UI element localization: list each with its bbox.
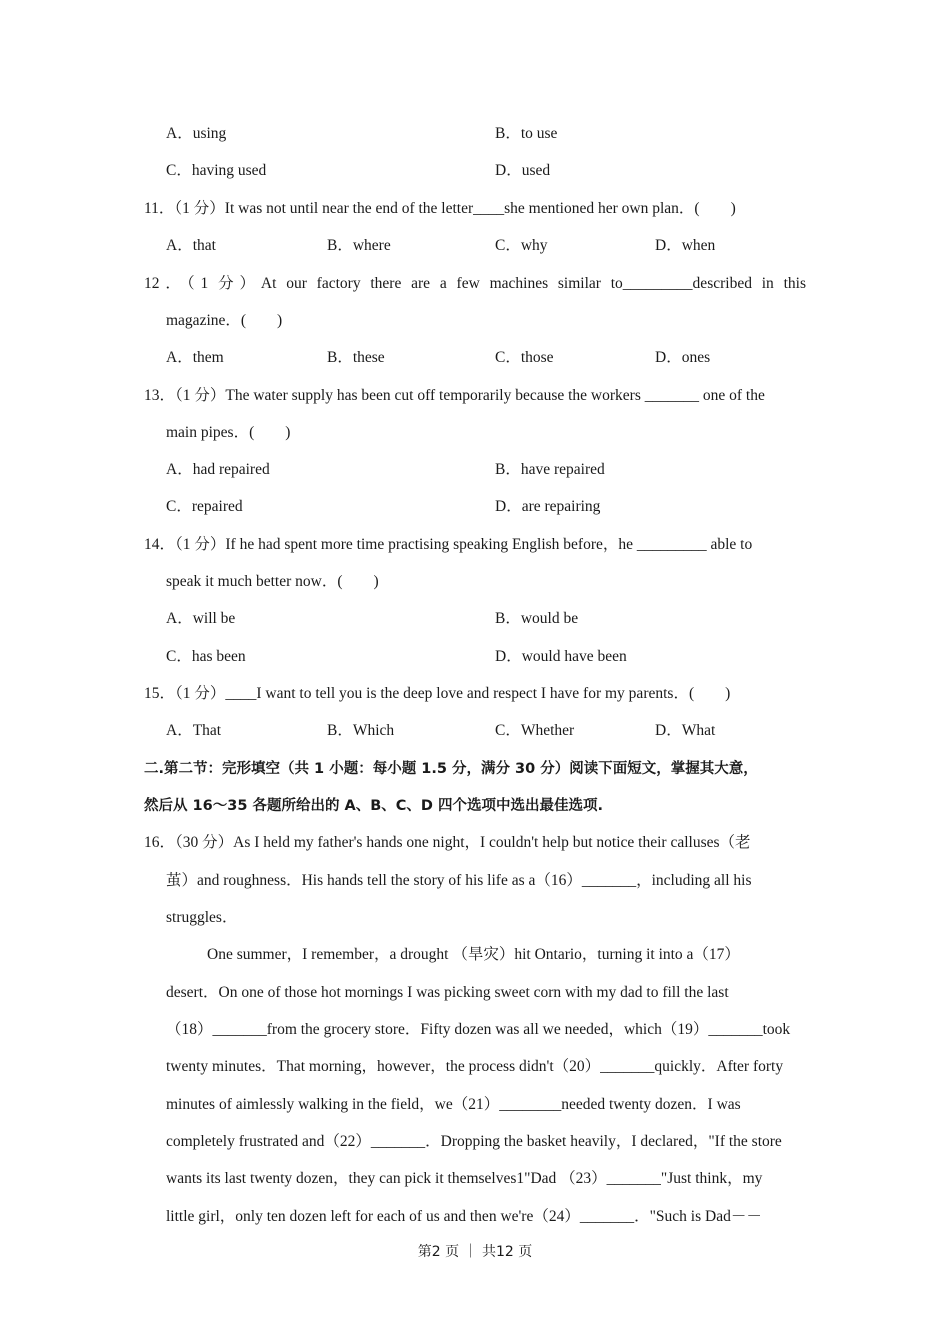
option-a: A．had repaired [166, 461, 270, 478]
question-14-stem: 14．（1 分）If he had spent more time practising speaking English before，he _________ able to [144, 536, 753, 553]
option-d: D．used [495, 162, 551, 179]
option-b: B．have repaired [495, 461, 605, 478]
option-b: B．to use [495, 125, 558, 142]
passage-line: little girl，only ten dozen left for each of us and then we're（24）_______．"Such is Dad－－ [166, 1208, 762, 1225]
question-15-stem: 15．（1 分）____I want to tell you is the deep love and respect I have for my parents．( ) [144, 685, 731, 702]
option-b: B．would be [495, 610, 579, 627]
option-d: D．ones [655, 349, 711, 366]
passage-line: minutes of aimlessly walking in the field，we（21）________needed twenty dozen．I was [166, 1096, 741, 1113]
question-14-stem-cont: speak it much better now．( ) [166, 573, 379, 590]
passage-line: struggles． [166, 909, 238, 926]
passage-line: twenty minutes．That morning，however，the process didn't（20）_______quickly．After forty [166, 1058, 784, 1075]
option-a: A．That [166, 722, 222, 739]
option-d: D．are repairing [495, 498, 601, 515]
option-a: A．that [166, 237, 216, 254]
passage-line: （18）_______from the grocery store．Fifty dozen was all we needed，which（19）_______took [166, 1021, 791, 1038]
question-13-stem-cont: main pipes．( ) [166, 424, 291, 441]
passage-line: 茧）and roughness．His hands tell the story of his life as a（16）_______，including all his [166, 872, 752, 889]
question-11-stem: 11．（1 分）It was not until near the end of the letter____she mentioned her own plan．( ) [144, 200, 736, 217]
option-c: C．Whether [495, 722, 575, 739]
passage-line: wants its last twenty dozen，they can pick it themselves1"Dad （23）_______"Just think，my [166, 1170, 763, 1187]
option-c: C．why [495, 237, 548, 254]
passage-line: desert．On one of those hot mornings I was picking sweet corn with my dad to fill the last [166, 984, 729, 1001]
option-c: C．those [495, 349, 554, 366]
question-13-stem: 13．（1 分）The water supply has been cut off temporarily because the workers _______ one of the [144, 387, 765, 404]
option-a: A．them [166, 349, 224, 366]
passage-line: One summer，I remember，a drought （旱灾）hit Ontario，turning it into a（17） [207, 946, 740, 963]
option-a: A．will be [166, 610, 236, 627]
option-a: A．using [166, 125, 227, 142]
option-d: D．What [655, 722, 716, 739]
option-c: C．repaired [166, 498, 243, 515]
section-heading-cont: 然后从 16～35 各题所给出的 A、B、C、D 四个选项中选出最佳选项. [144, 798, 604, 814]
page-footer: 第2 页 ｜ 共12 页 [417, 1244, 533, 1260]
option-b: B．where [327, 237, 391, 254]
option-b: B．these [327, 349, 385, 366]
option-d: D．when [655, 237, 716, 254]
passage-line: completely frustrated and（22）_______．Dropping the basket heavily，I declared，"If the store [166, 1133, 782, 1150]
passage-line: 16．（30 分）As I held my father's hands one night，I couldn't help but notice their calluses（老 [144, 834, 751, 851]
option-c: C．has been [166, 648, 246, 665]
option-c: C．having used [166, 162, 267, 179]
option-d: D．would have been [495, 648, 627, 665]
section-heading: 二.第二节：完形填空（共 1 小题：每小题 1.5 分，满分 30 分）阅读下面短文，掌握其大意， [144, 761, 758, 777]
question-12-stem-cont: magazine．( ) [166, 312, 283, 329]
option-b: B．Which [327, 722, 395, 739]
question-12-stem: 12．（1 分）At our factory there are a few machines similar to_________described in this [144, 275, 806, 292]
